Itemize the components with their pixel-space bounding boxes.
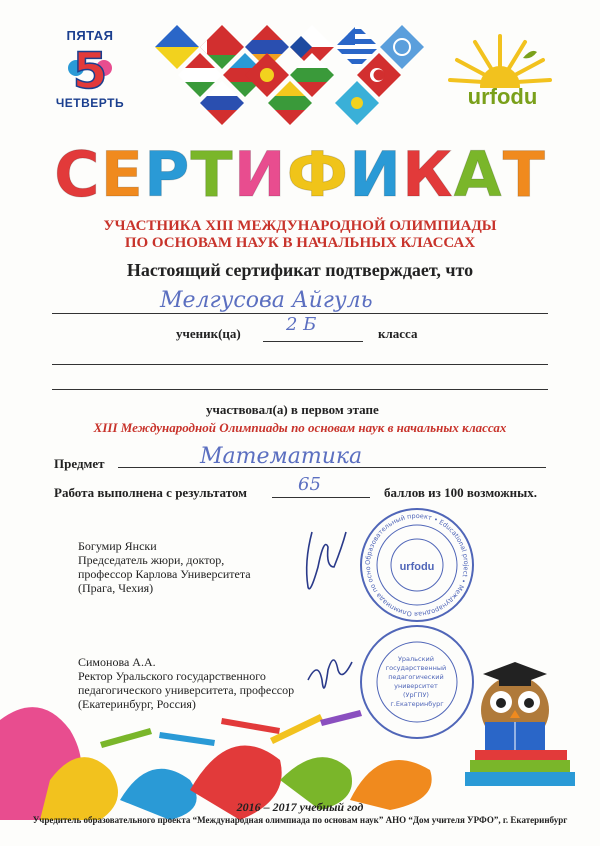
title-letter: Ф xyxy=(286,138,350,211)
logo-top-text: ПЯТАЯ xyxy=(66,28,114,43)
logo-bottom-text: ЧЕТВЕРТЬ xyxy=(55,96,125,110)
pencils-icon xyxy=(100,710,362,748)
stamp-1-center: urfodu xyxy=(399,561,435,573)
score-handwritten: 65 xyxy=(298,474,321,495)
title-letter: С xyxy=(54,138,101,211)
participated-text: участвовал(а) в первом этапе xyxy=(206,402,379,417)
stamp-2-line-6: г.Екатеринбург xyxy=(390,700,444,708)
title-letter: К xyxy=(401,138,454,211)
subject-line xyxy=(118,467,546,468)
grade-line xyxy=(263,341,363,342)
signatory-2-name: Симонова А.А. xyxy=(78,655,156,669)
fifth-quarter-logo xyxy=(50,28,130,112)
score-suffix: баллов из 100 возможных. xyxy=(384,485,538,500)
logo-number: 5 xyxy=(72,42,108,96)
stamp-2-line-3: педагогический xyxy=(388,673,444,681)
title-letter: А xyxy=(453,138,503,211)
stamp-2-line-4: университет xyxy=(394,682,438,690)
academic-year: 2016 – 2017 учебный год xyxy=(236,800,364,814)
stamp-2-line-1: Уральский xyxy=(397,655,434,663)
score-line xyxy=(272,497,370,498)
subject-handwritten: Математика xyxy=(200,444,363,469)
signatory-2-line-1: Ректор Уральского государственного xyxy=(78,669,266,683)
subtitle-line-2: ПО ОСНОВАМ НАУК В НАЧАЛЬНЫХ КЛАССАХ xyxy=(124,235,476,251)
title-letter: И xyxy=(233,138,287,211)
signature-1-icon xyxy=(292,522,362,602)
signatory-1-name: Богумир Янски xyxy=(78,539,157,553)
signatory-2-line-3: (Екатеринбург, Россия) xyxy=(78,697,196,711)
flags-cluster xyxy=(150,15,440,125)
signatory-1-line-2: профессор Карлова Университета xyxy=(78,567,251,581)
owl-books-icon xyxy=(455,660,580,795)
signatory-1-line-1: Председатель жюри, доктор, xyxy=(78,553,225,567)
title-letter: Т xyxy=(190,138,234,211)
result-label: Работа выполнена с результатом xyxy=(54,485,248,500)
stamp-urfodu xyxy=(360,508,474,622)
signatory-1 xyxy=(78,539,251,595)
certificate-title xyxy=(40,140,560,210)
stamp-1-ring-text: Образовательный проект • Educational project • Международная Олимпиада по осно xyxy=(363,511,471,619)
decorative-splashes xyxy=(0,680,480,820)
olympiad-name: XIII Международной Олимпиады по основам наук в начальных классах xyxy=(93,420,507,435)
title-letter: И xyxy=(349,138,402,211)
stamp-2-line-5: (УрГПУ) xyxy=(402,691,429,699)
subject-label: Предмет xyxy=(54,456,105,471)
urfodu-logo xyxy=(445,28,555,118)
subtitle-line-1: УЧАСТНИКА XIII МЕЖДУНАРОДНОЙ ОЛИМПИАДЫ xyxy=(103,218,497,234)
title-letter: Т xyxy=(502,138,546,211)
stamp-2-line-2: государственный xyxy=(385,664,447,672)
signatory-2-line-2: педагогического университета, профессор xyxy=(78,683,295,697)
student-name-handwritten: Мелгусова Айгуль xyxy=(160,288,373,313)
urfodu-text: urfodu xyxy=(467,84,538,109)
signatory-1-line-3: (Прага, Чехия) xyxy=(78,581,154,595)
title-letter: Е xyxy=(100,138,144,211)
confirm-text: Настоящий сертификат подтверждает, что xyxy=(126,260,474,280)
student-label: ученик(ца) xyxy=(176,326,241,341)
title-letter: Р xyxy=(143,138,191,211)
footer-founder: Учредитель образовательного проекта “Международная олимпиада по основам наук” АНО “Дом учителя УРФО”, г. Екатеринбург xyxy=(32,815,568,825)
grade-handwritten: 2 Б xyxy=(286,314,317,335)
blank-line-1 xyxy=(52,364,548,365)
stamp-1-icon xyxy=(362,510,472,620)
class-label: класса xyxy=(378,326,418,341)
number-five-icon xyxy=(68,38,112,96)
sun-icon xyxy=(445,28,555,88)
blank-line-2 xyxy=(52,389,548,390)
